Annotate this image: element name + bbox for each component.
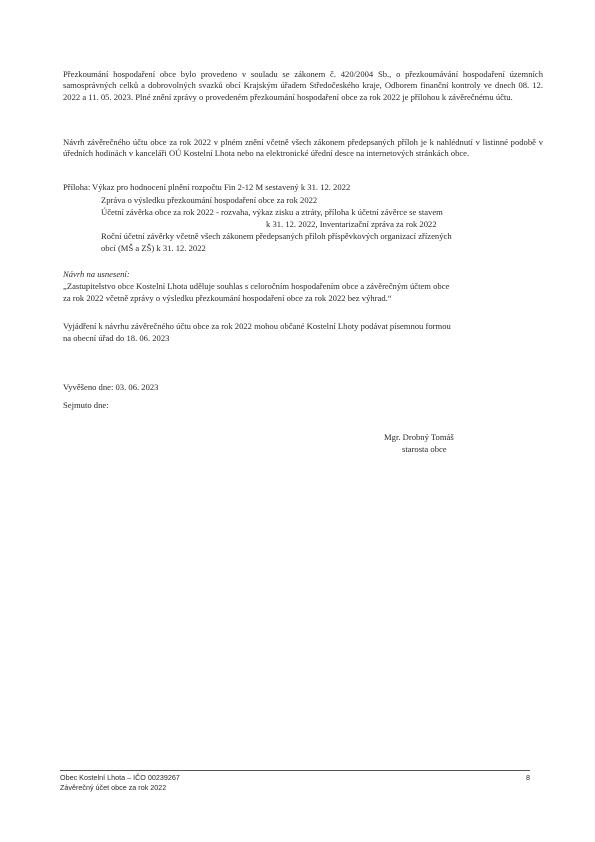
comment-text-line: na obecní úřad do 18. 06. 2023 xyxy=(63,333,170,343)
attachment-item: Účetní závěrka obce za rok 2022 - rozvaha, výkaz zisku a ztráty, příloha k účetní závěrce se stavem xyxy=(101,207,443,217)
attachment-item: Zpráva o výsledku přezkoumání hospodaření obce za rok 2022 xyxy=(101,195,318,205)
page-number: 8 xyxy=(526,773,530,782)
posted-date: Vyvěšeno dne: 03. 06. 2023 xyxy=(63,382,159,392)
attachment-item: Roční účetní závěrky včetně všech zákonem předepsaných příloh příspěvkových organizací zřízených xyxy=(101,231,452,241)
attachment-item-continuation: k 31. 12. 2022, Inventarizační zpráva za rok 2022 xyxy=(266,219,437,229)
removed-date: Sejmuto dne: xyxy=(63,400,109,410)
resolution-heading: Návrh na usnesení: xyxy=(63,269,130,279)
footer-document-title: Závěrečný účet obce za rok 2022 xyxy=(60,783,167,792)
page-footer xyxy=(60,770,530,793)
comment-text-line: Vyjádření k návrhu závěrečného účtu obce za rok 2022 mohou občané Kostelní Lhoty podávat písemnou formou xyxy=(63,321,451,331)
draft-availability-paragraph: Návrh závěrečného účtu obce za rok 2022 v plném znění včetně všech zákonem předepsaných příloh je k nahlédnutí v listinné podobě v úředních hodinách v kanceláři OÚ Kostelní Lhota nebo na elektronické úřední desce na internetových stránkách obce. xyxy=(63,137,543,159)
resolution-text-line: za rok 2022 včetně zprávy o výsledku přezkoumání hospodaření obce za rok 2022 bez výhrad.“ xyxy=(63,293,392,303)
attachment-item-continuation: obcí (MŠ a ZŠ) k 31. 12. 2022 xyxy=(101,243,206,253)
review-paragraph: Přezkoumání hospodaření obce bylo provedeno v souladu se zákonem č. 420/2004 Sb., o přezkoumávání hospodaření územních samosprávných celků a dobrovolných svazků obcí Krajským úřadem Středočeského kraje, Odborem finanční kontroly ve dnech 08. 12. 2022 a 11. 05. 2023. Plné znění zprávy o provedeném přezkoumání hospodaření obce za rok 2022 je přílohou k závěrečnému účtu. xyxy=(63,69,543,102)
resolution-text-line: „Zastupitelstvo obce Kostelní Lhota uděluje souhlas s celoročním hospodařením obce a závěrečným účtem obce xyxy=(63,281,450,291)
attachments-label: Příloha: xyxy=(63,182,91,192)
signatory-title: starosta obce xyxy=(402,444,447,454)
signatory-name: Mgr. Drobný Tomáš xyxy=(384,432,454,442)
attachment-item: Výkaz pro hodnocení plnění rozpočtu Fin 2-12 M sestavený k 31. 12. 2022 xyxy=(92,182,351,192)
footer-organization: Obec Kostelní Lhota – IČO 00239267 xyxy=(60,773,180,782)
